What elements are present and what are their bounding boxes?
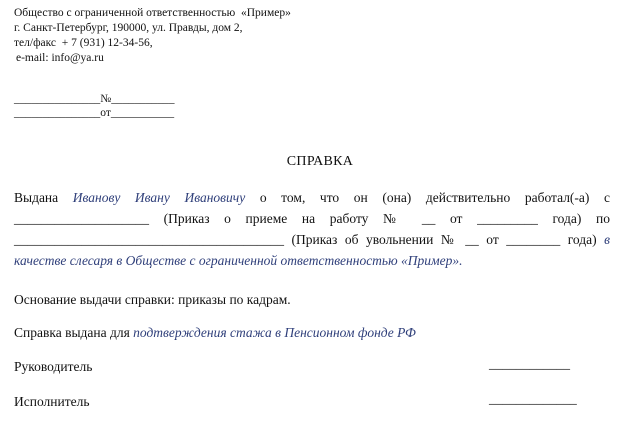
employee-position: в качестве слесаря в Обществе с ограниченной ответственностью «Пример». <box>14 232 610 268</box>
certificate-body <box>14 187 610 271</box>
executor-signature-label: Исполнитель <box>14 394 90 409</box>
issuance-purpose-line <box>14 325 416 341</box>
registration-date-label: от <box>100 107 111 119</box>
head-signature-label: Руководитель <box>14 359 93 374</box>
employee-name: Иванову Ивану Ивановичу <box>72 190 246 205</box>
organization-phone: тел/факс + 7 (931) 12-34-56, <box>14 37 153 49</box>
registration-number-line <box>14 93 174 105</box>
purpose-label: Справка выдана для <box>14 325 134 340</box>
head-signature-line: ____________ <box>489 356 570 371</box>
organization-address: г. Санкт-Петербург, 190000, ул. Правды, дом 2, <box>14 22 243 34</box>
document-title: СПРАВКА <box>286 154 354 169</box>
registration-date-line <box>14 107 174 119</box>
executor-signature-line: _____________ <box>489 391 577 406</box>
organization-email: e-mail: info@ya.ru <box>16 52 104 64</box>
registration-number-label: № <box>100 93 112 105</box>
registration-number-value-blank: ___________ <box>111 93 175 105</box>
issuance-basis: Основание выдачи справки: приказы по кадрам. <box>14 292 291 307</box>
organization-header <box>14 6 291 66</box>
employment-text: о том, что он (она) действительно работал(-а) с ____________________ (Приказ о приеме на работу № __ от _________ года) по ________________________________________ (Приказ об увольнении № __ от ________ года) <box>14 190 610 247</box>
registration-date-blank: _______________ <box>14 107 101 119</box>
issued-label: Выдана <box>14 190 73 205</box>
purpose-value: подтверждения стажа в Пенсионном фонде РФ <box>133 325 416 340</box>
registration-date-value-blank: ___________ <box>110 107 175 119</box>
organization-name: Общество с ограниченной ответственностью «Пример» <box>14 7 291 19</box>
registration-number-blank: _______________ <box>14 93 101 105</box>
